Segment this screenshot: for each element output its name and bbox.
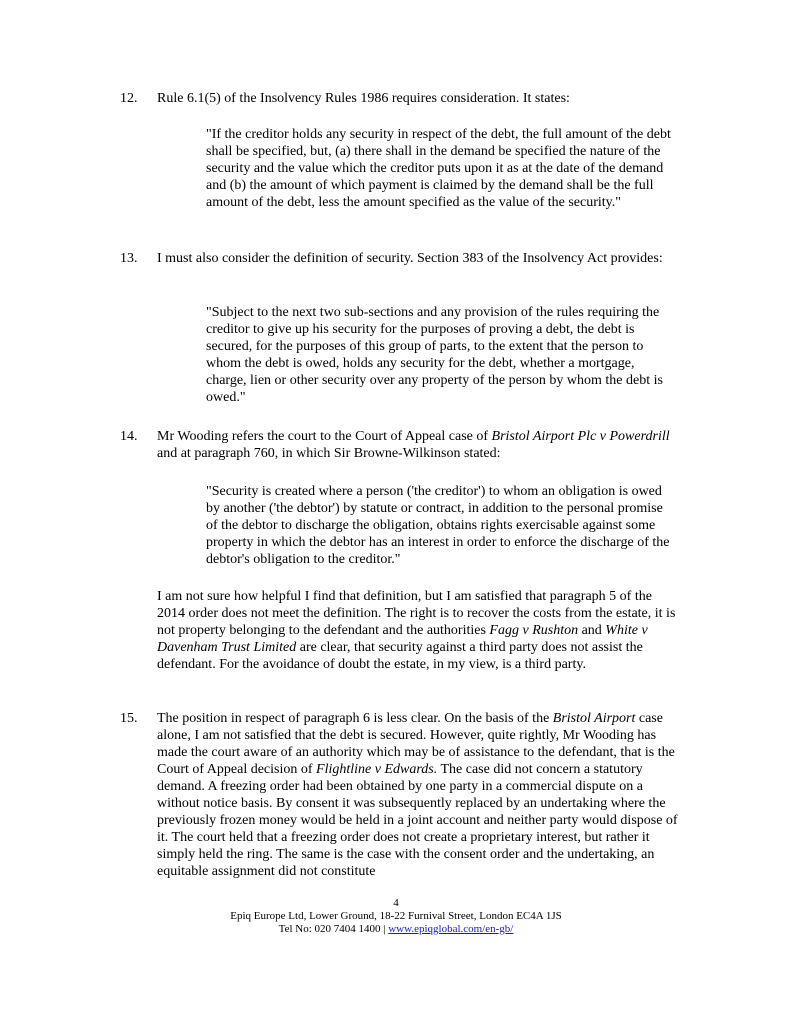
footer-website-link[interactable]: www.epiqglobal.com/en-gb/ — [388, 923, 514, 935]
footer-tel: Tel No: 020 7404 1400 | — [278, 923, 389, 935]
paragraph-13-intro: I must also consider the definition of security. Section 383 of the Insolvency Act provides: — [157, 251, 663, 266]
p15-case-bristol-airport: Bristol Airport — [552, 711, 636, 726]
paragraph-13-quote: "Subject to the next two sub-sections and any provision of the rules requiring the creditor to give up his security for the purposes of proving a debt, the debt is secured, for the purposes of this group of parts, to the extent that the person to whom the debt is owed, holds any security for the debt, whether a mortgage, charge, lien or other security over any property of the person by whom the debt is owed." — [206, 305, 663, 405]
paragraph-14-intro — [157, 428, 679, 462]
paragraph-15-text — [157, 710, 679, 880]
p15-text-b: case alone, I am not satisfied that the debt is secured. However, quite rightly, Mr Wooding has made the court aware of an authority which may be of assistance to the defendant, that is the Court of Appeal decision of — [157, 711, 675, 777]
paragraph-12-quote: "If the creditor holds any security in respect of the debt, the full amount of the debt shall be specified, but, (a) there shall in the demand be specified the nature of the security and the value which the creditor puts upon it as at the date of the demand and (b) the amount of which payment is claimed by the demand shall be the full amount of the debt, less the amount specified as the value of the security." — [206, 127, 671, 210]
footer-contact — [0, 923, 792, 936]
p14-after-text-a: I am not sure how helpful I find that definition, but I am satisfied that paragraph 5 of the 2014 order does not meet the definition. The right is to recover the costs from the estate, it is not property belonging to the defendant and the authorities — [157, 589, 676, 638]
p15-text-a: The position in respect of paragraph 6 is less clear. On the basis of the — [157, 711, 553, 726]
paragraph-number-13: 13. — [120, 251, 138, 266]
p14-case-white-davenham: White v Davenham Trust Limited — [157, 623, 648, 655]
p14-after-text-b: and — [578, 623, 606, 638]
p14-case-bristol-airport-powerdrill: Bristol Airport Plc v Powerdrill — [491, 429, 670, 444]
paragraph-14-quote: "Security is created where a person ('the creditor') to whom an obligation is owed by another ('the debtor') by statute or contract, in addition to the personal promise of the debtor to discharge the obligation, obtains rights exercisable against some property in which the debtor has an interest in order to enforce the discharge of the debtor's obligation to the creditor." — [206, 484, 670, 567]
p14-intro-text-b: and at paragraph 760, in which Sir Browne-Wilkinson stated: — [157, 446, 501, 461]
paragraph-number-12: 12. — [120, 91, 138, 106]
paragraph-number-15: 15. — [120, 711, 138, 726]
paragraph-14-discussion — [157, 588, 679, 673]
paragraph-number-14: 14. — [120, 429, 138, 444]
page-number: 4 — [393, 897, 399, 909]
p15-text-c: The case did not concern a statutory demand. A freezing order had been obtained by one party in a commercial dispute on a without notice basis. By consent it was subsequently replaced by an undertaking where the previously frozen money would be held in a joint account and neither party would dispose of it. The court held that a freezing order does not create a proprietary interest, but rather it simply held the ring. The same is the case with the consent order and the undertaking, an equitable assignment did not constitute — [157, 762, 678, 879]
paragraph-12-intro: Rule 6.1(5) of the Insolvency Rules 1986 requires consideration. It states: — [157, 91, 570, 106]
p14-case-fagg-rushton: Fagg v Rushton — [489, 623, 579, 638]
p14-after-text-c: are clear, that security against a third party does not assist the defendant. For the avoidance of doubt the estate, in my view, is a third party. — [157, 640, 643, 672]
footer-address: Epiq Europe Ltd, Lower Ground, 18-22 Furnival Street, London EC4A 1JS — [230, 910, 562, 922]
p15-case-flightline-edwards: Flightline v Edwards. — [316, 762, 438, 777]
p14-intro-text-a: Mr Wooding refers the court to the Court of Appeal case of — [157, 429, 492, 444]
